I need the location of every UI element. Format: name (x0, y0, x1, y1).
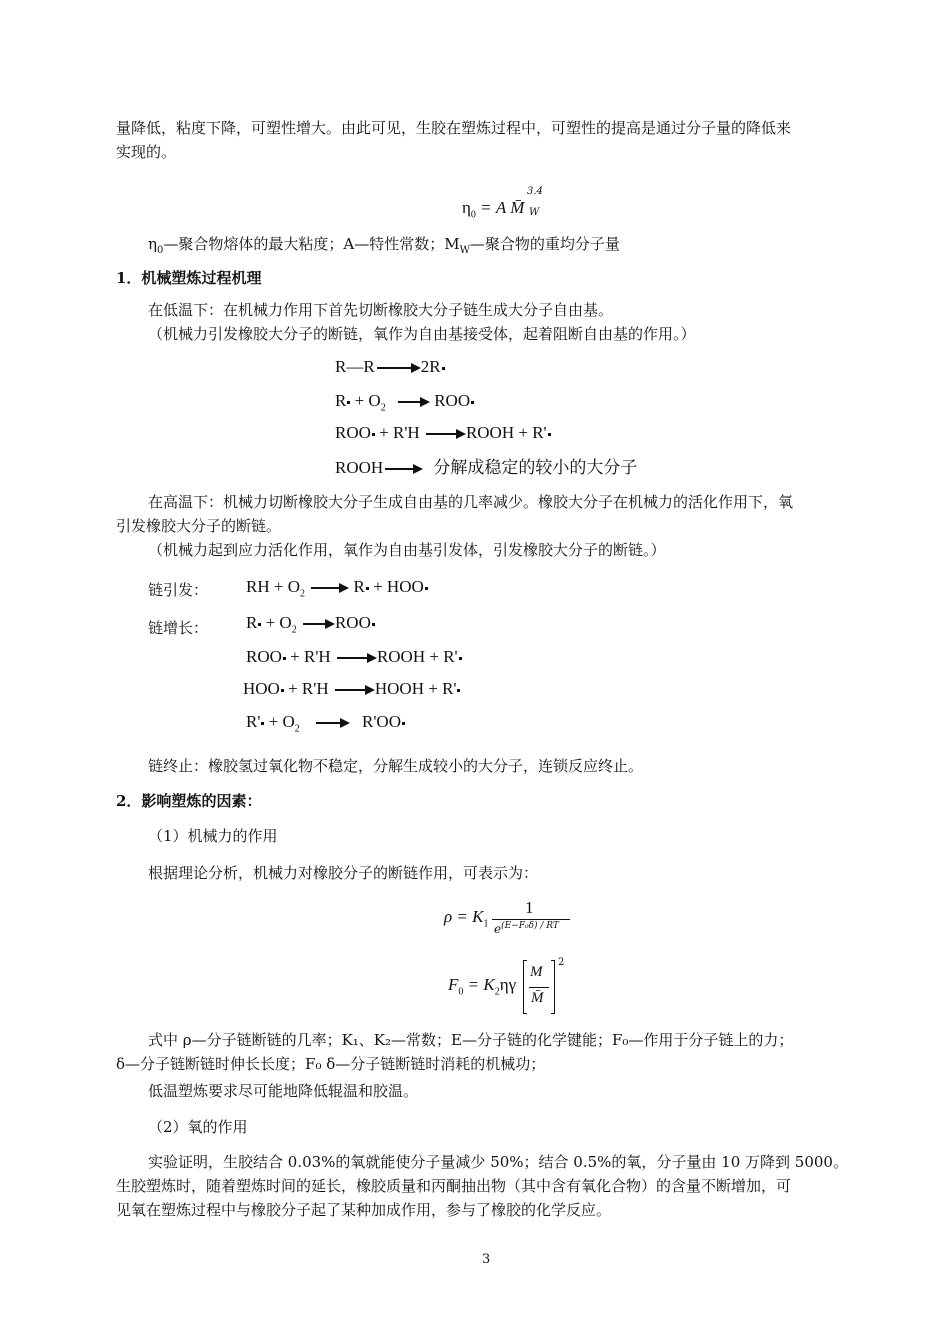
high-temp-paragraph (148, 492, 793, 513)
intro-line-2: 实现的。 (116, 143, 177, 161)
formula-rho-denominator: $e^{(E-F_0\delta) / RT}$ (494, 921, 559, 936)
formula-f0-exponent: 2 (558, 957, 565, 968)
eta-symbol: η (462, 198, 471, 217)
high-temp-text: 机械力切断橡胶大分子生成自由基的几率减少。橡胶大分子在机械力的活化作用下，氧 (223, 493, 794, 511)
intro-line-1: 量降低，粘度下降，可塑性增大。由此可见，生胶在塑炼过程中，可塑性的提高是通过分子量的降低来 (116, 119, 792, 137)
reaction-prop-3: HOO + R'H HOOH + R' (243, 679, 460, 699)
formula-f0: $F_0 = K_2\eta\gamma$ (448, 975, 517, 998)
left-bracket (523, 960, 527, 1014)
section-2-heading: 2．影响塑炼的因素： (116, 792, 262, 810)
eta-subscript: 0 (470, 209, 476, 221)
high-temp-note: （机械力起到应力活化作用，氧作为自由基引发体，引发橡胶大分子的断链。） (148, 541, 666, 559)
legend-text: —聚合物熔体的最大粘度；A—特性常数；M (163, 235, 460, 253)
oxygen-line-1: 实验证明，生胶结合 0.03%的氧就能使分子量减少 50%；结合 0.5%的氧，分子量由 10 万降到 5000。 (148, 1153, 848, 1171)
chain-init-label: 链引发： (148, 581, 209, 599)
reaction-low-1: R—R 2R (335, 357, 445, 377)
low-temp-text: 在机械力作用下首先切断橡胶大分子链生成大分子自由基。 (223, 301, 614, 319)
formula-legend (148, 234, 620, 261)
reaction-low-4: ROOH 分解成稳定的较小的大分子 (335, 458, 638, 478)
chain-termination: 链终止：橡胶氢过氧化物不稳定，分解生成较小的大分子，连锁反应终止。 (148, 757, 644, 775)
reaction-prop-2: ROO + R'H ROOH + R' (246, 647, 462, 667)
subsection-oxygen: （2）氧的作用 (148, 1118, 248, 1136)
low-temp-requirement: 低温塑炼要求尽可能地降低辊温和胶温。 (148, 1082, 419, 1100)
section-1-heading: 1．机械塑炼过程机理 (116, 269, 262, 287)
formula-rho-numerator: 1 (525, 898, 534, 917)
low-temp-note: （机械力引发橡胶大分子的断链，氧作为自由基接受体，起着阻断自由基的作用。） (148, 325, 696, 343)
reaction-prop-1: $R + O_2$ ROO (246, 613, 375, 635)
right-bracket (551, 960, 555, 1014)
legend-text-2: —聚合物的重均分子量 (469, 235, 620, 253)
analysis-text: 根据理论分析，机械力对橡胶分子的断链作用，可表示为： (148, 864, 539, 882)
reaction-low-3: ROO + R'H ROOH + R' (335, 423, 551, 443)
reaction-low-2: $R + O_2$ ROO (335, 391, 474, 413)
oxygen-line-3: 见氧在塑炼过程中与橡胶分子起了某种加成作用，参与了橡胶的化学反应。 (116, 1201, 612, 1219)
page-number: 3 (482, 1252, 491, 1267)
reaction-init-1: RH + $O_2$ R + HOO (246, 577, 428, 599)
formula-subscript-w: W (529, 207, 540, 218)
subsection-mechanical-force: （1）机械力的作用 (148, 827, 278, 845)
low-temp-label: 在低温下： (148, 301, 224, 319)
legend-eta: η (148, 235, 157, 253)
formula-exponent: 3.4 (527, 186, 543, 197)
formula-rho-fraction-bar (492, 919, 570, 920)
low-temp-paragraph (148, 300, 613, 321)
where-line-1: 式中 ρ—分子链断链的几率；K₁、K₂—常数；E—分子链的化学键能；F₀—作用于分子链上的力； (148, 1031, 794, 1049)
high-temp-line-2: 引发橡胶大分子的断链。 (116, 517, 282, 535)
formula-rhs: = A M̄ (480, 198, 525, 217)
reaction-prop-4: $R' + O_2$ R'OO (246, 712, 405, 734)
where-line-2: δ—分子链断链时伸长长度；F₀ δ—分子链断链时消耗的机械功； (116, 1055, 546, 1073)
formula-rho: $\rho = K_1$ (444, 907, 489, 930)
formula-f0-fraction-bar (529, 987, 549, 988)
legend-w-sub: W (459, 245, 470, 256)
chain-prop-label: 链增长： (148, 619, 209, 637)
formula-f0-numerator: M (530, 964, 543, 980)
formula-f0-denominator: M̄ (531, 990, 544, 1006)
high-temp-label: 在高温下： (148, 493, 224, 511)
legend-eta-sub: 0 (157, 245, 164, 256)
oxygen-line-2: 生胶塑炼时，随着塑炼时间的延长，橡胶质量和丙酮抽出物（其中含有氧化合物）的含量不断增加，可 (116, 1177, 792, 1195)
formula-viscosity (462, 198, 524, 220)
